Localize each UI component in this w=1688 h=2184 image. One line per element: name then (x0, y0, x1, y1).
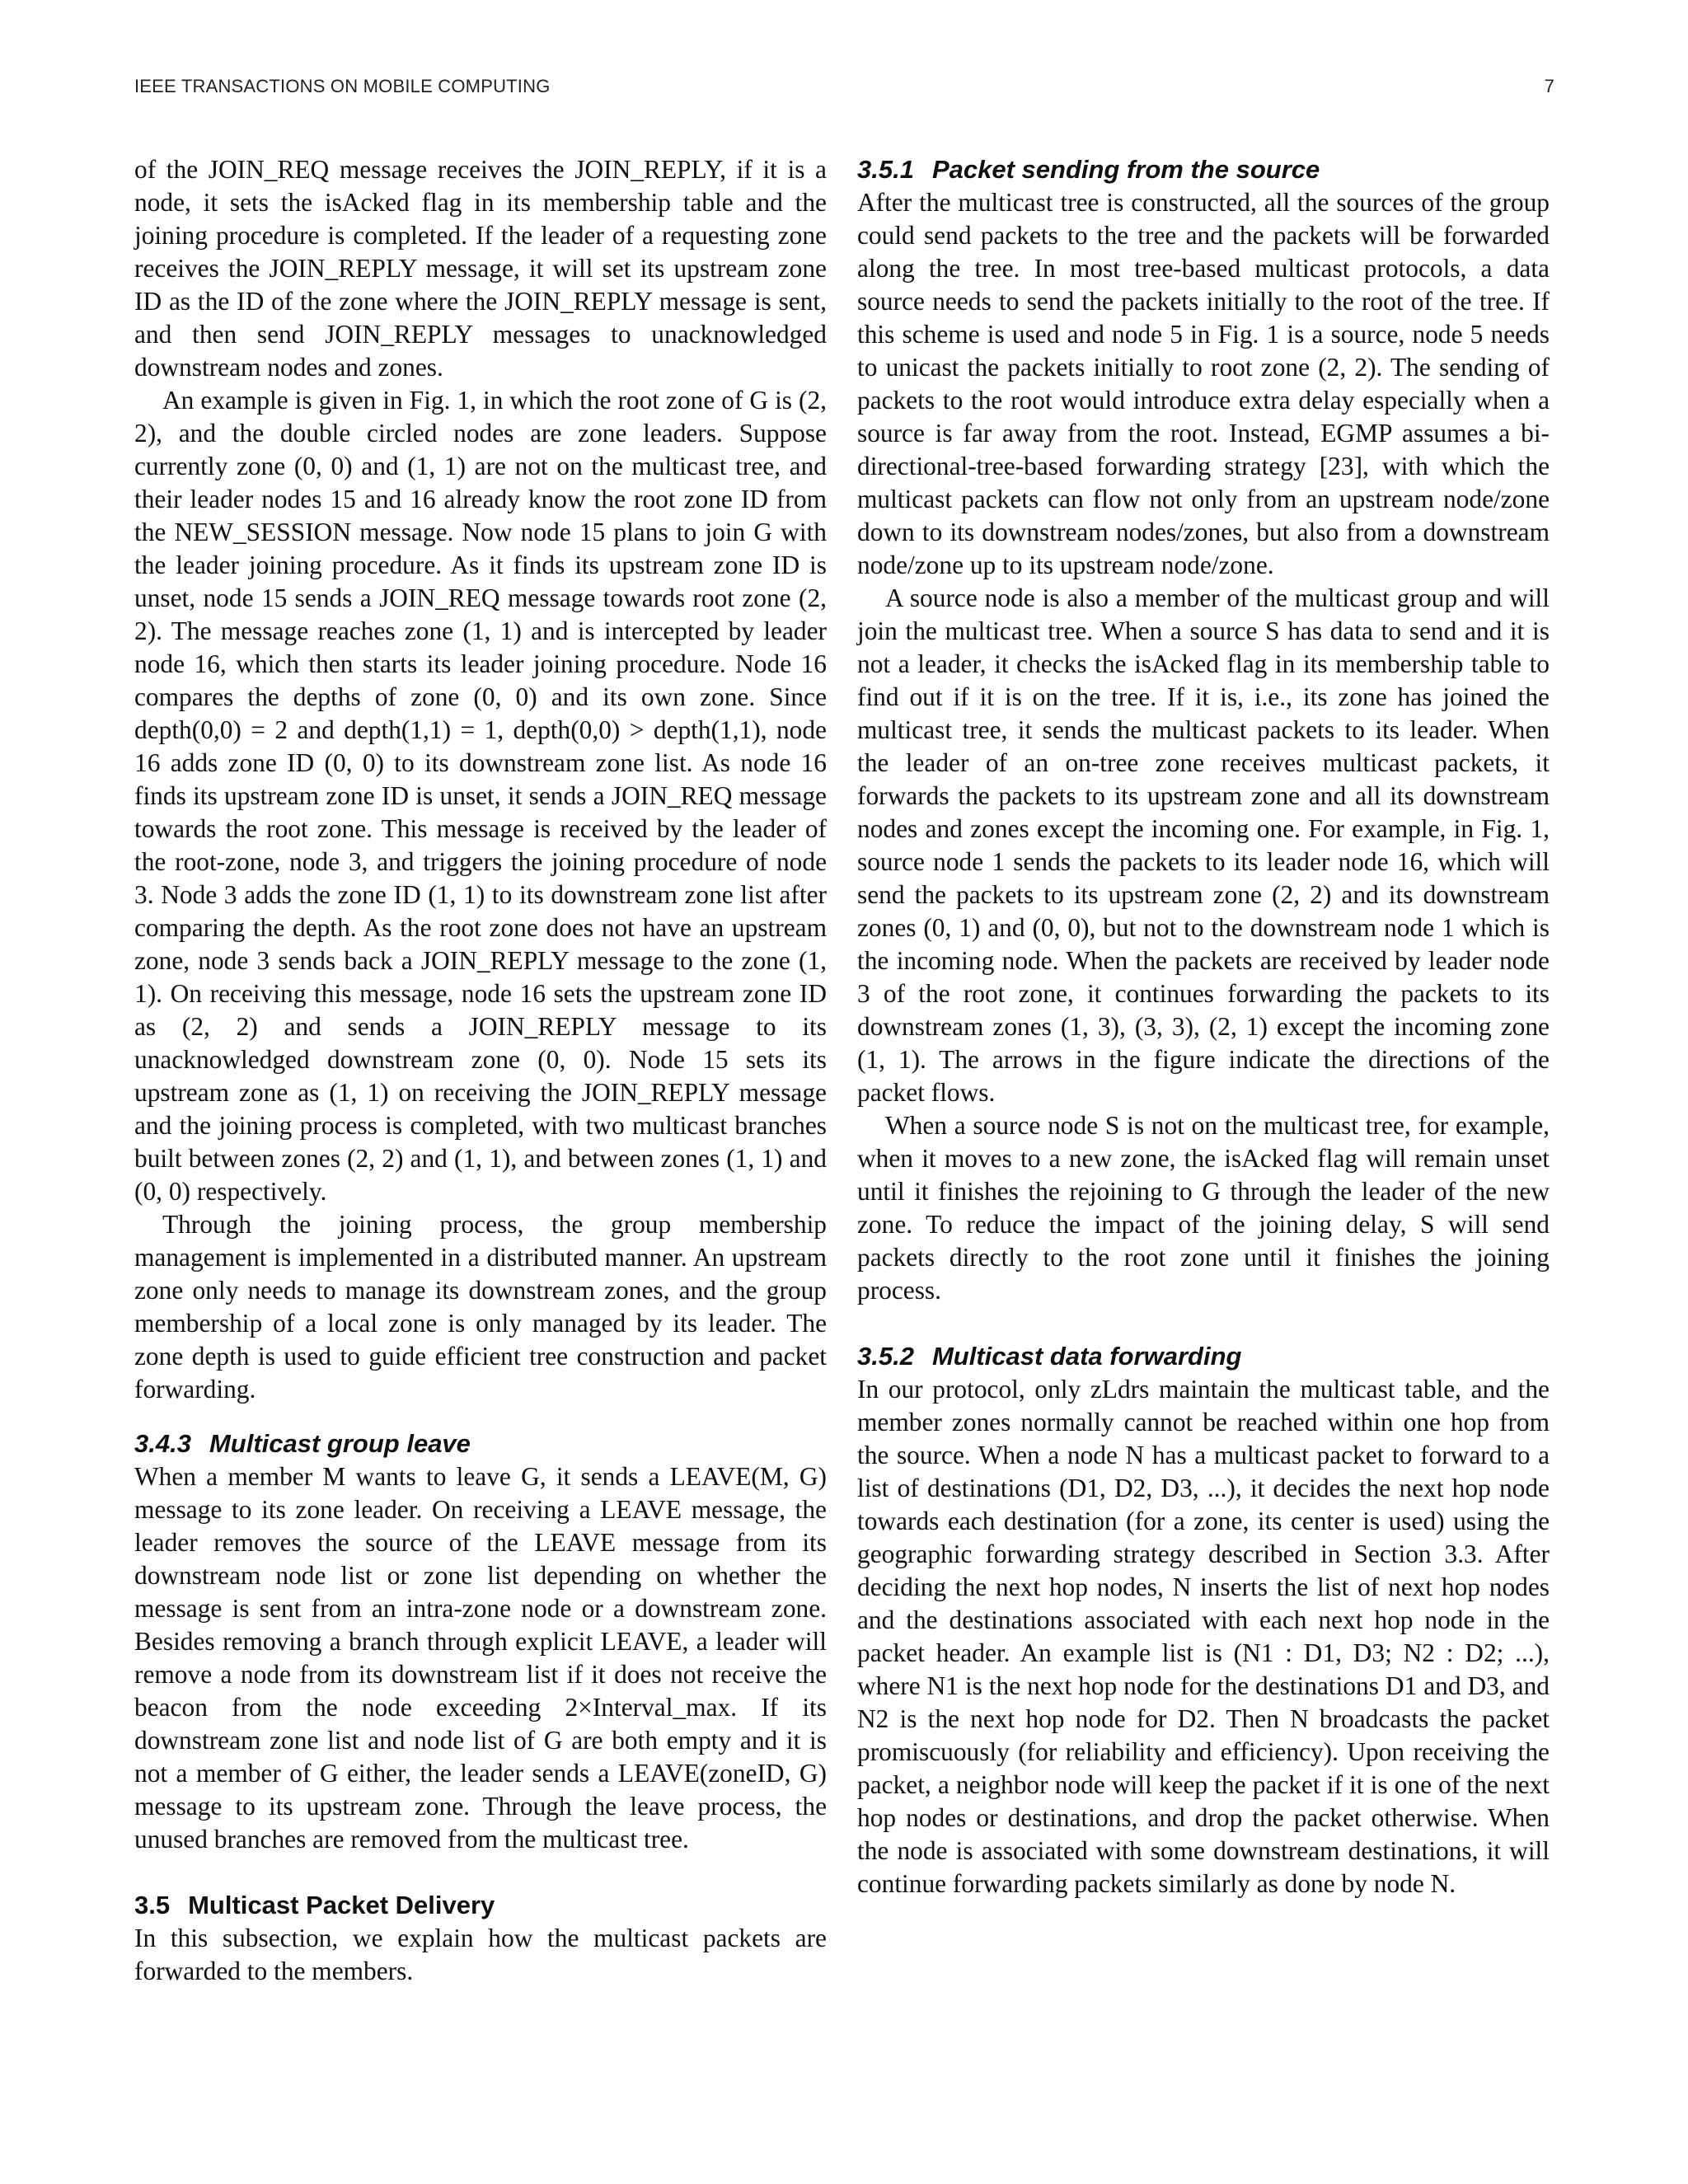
paragraph-forwarding: In our protocol, only zLdrs maintain the multicast table, and the member zones normally cannot be reached within one hop from the source. When a node N has a multicast packet to forward to a list of destinations (D1, D2, D3, ...), it decides the next hop node towards each destination (for a zone, its center is used) using the geographic forwarding strategy described in Section 3.3. After deciding the next hop nodes, N inserts the list of next hop nodes and the destinations associated with each next hop node in the packet header. An example list is (N1 : D1, D3; N2 : D2; ...), where N1 is the next hop node for the destinations D1 and D3, and N2 is the next hop node for D2. Then N broadcasts the packet promiscuously (for reliability and efficiency). Upon receiving the packet, a neighbor node will keep the packet if it is one of the next hop nodes or destinations, and drop the packet otherwise. When the node is associated with some downstream destinations, it will continue forwarding packets similarly as done by node N. (857, 1375, 1550, 1898)
running-header (134, 76, 1554, 97)
paragraph-example: An example is given in Fig. 1, in which the root zone of G is (2, 2), and the double circled nodes are zone leaders. Suppose currently zone (0, 0) and (1, 1) are not on the multicast tree, and their leader nodes 15 and 16 already know the root zone ID from the NEW_SESSION message. Now node 15 plans to join G with the leader joining procedure. As it finds its upstream zone ID is unset, node 15 sends a JOIN_REQ message towards root zone (2, 2). The message reaches zone (1, 1) and is intercepted by leader node 16, which then starts its leader joining procedure. Node 16 compares the depths of zone (0, 0) and its own zone. Since depth(0,0) = 2 and depth(1,1) = 1, depth(0,0) > depth(1,1), node 16 adds zone ID (0, 0) to its downstream zone list. As node 16 finds its upstream zone ID is unset, it sends a JOIN_REQ message towards the root zone. This message is received by the leader of the root-zone, node 3, and triggers the joining procedure of node 3. Node 3 adds the zone ID (1, 1) to its downstream zone list after comparing the depth. As the root zone does not have an upstream zone, node 3 sends back a JOIN_REPLY message to the zone (1, 1). On receiving this message, node 16 sets the upstream zone ID as (2, 2) and sends a JOIN_REPLY message to its unacknowledged downstream zone (0, 0). Node 15 sets its upstream zone as (1, 1) on receiving the JOIN_REPLY message and the joining process is completed, with two multicast branches built between zones (2, 2) and (1, 1), and between zones (1, 1) and (0, 0) respectively. (134, 386, 827, 1206)
subsection-title: Multicast group leave (209, 1429, 471, 1458)
paragraph-tree-sending: After the multicast tree is constructed, all the sources of the group could send packets to the tree and the packets will be forwarded along the tree. In most tree-based multicast protocols, a data source needs to send the packets initially to the root of the tree. If this scheme is used and node 5 in Fig. 1 is a source, node 5 needs to unicast the packets initially to root zone (2, 2). The sending of packets to the root would introduce extra delay especially when a source is far away from the root. Instead, EGMP assumes a bi-directional-tree-based forwarding strategy [23], with which the multicast packets can flow not only from an upstream node/zone down to its downstream nodes/zones, but also from a downstream node/zone up to its upstream node/zone. (857, 188, 1550, 579)
subsection-heading-group-leave (134, 1427, 827, 1460)
page-number: 7 (1544, 76, 1554, 96)
journal-name: IEEE TRANSACTIONS ON MOBILE COMPUTING (134, 76, 551, 96)
left-column (134, 153, 827, 1988)
subsection-title: Packet sending from the source (931, 155, 1320, 184)
paragraph-off-tree-source: When a source node S is not on the multicast tree, for example, when it moves to a new zone, the isAcked flag will remain unset until it finishes the rejoining to G through the leader of the new zone. To reduce the impact of the joining delay, S will send packets directly to the root zone until it finishes the joining process. (857, 1111, 1550, 1305)
right-column (857, 153, 1550, 1900)
section-number: 3.5 (134, 1891, 171, 1919)
subsection-title: Multicast data forwarding (931, 1342, 1242, 1371)
section-heading-packet-delivery (134, 1889, 827, 1922)
paragraph-join-reply: of the JOIN_REQ message receives the JOIN_REPLY, if it is a node, it sets the isAcked flag in its membership table and the joining procedure is completed. If the leader of a requesting zone receives the JOIN_REPLY message, it will set its upstream zone ID as the ID of the zone where the JOIN_REPLY message is sent, and then send JOIN_REPLY messages to unacknowledged downstream nodes and zones. (134, 155, 827, 382)
subsection-number: 3.5.1 (857, 155, 914, 184)
subsection-heading-packet-sending (857, 153, 1550, 186)
section-title: Multicast Packet Delivery (188, 1891, 495, 1919)
paragraph-source-node: A source node is also a member of the multicast group and will join the multicast tree. When a source S has data to send and it is not a leader, it checks the isAcked flag in its membership table to find out if it is on the tree. If it is, i.e., its zone has joined the multicast tree, it sends the multicast packets to its leader. When the leader of an on-tree zone receives multicast packets, it forwards the packets to its upstream zone and all its downstream nodes and zones except the incoming one. For example, in Fig. 1, source node 1 sends the packets to its leader node 16, which will send the packets to its upstream zone (2, 2) and its downstream zones (0, 1) and (0, 0), but not to the downstream node 1 which is the incoming node. When the packets are received by leader node 3 of the root zone, it continues forwarding the packets to its downstream zones (1, 3), (3, 3), (2, 1) except the incoming zone (1, 1). The arrows in the figure indicate the directions of the packet flows. (857, 583, 1550, 1107)
paragraph-subsection-intro: In this subsection, we explain how the multicast packets are forwarded to the members. (134, 1924, 827, 1985)
subsection-number: 3.4.3 (134, 1429, 191, 1458)
subsection-heading-data-forwarding (857, 1340, 1550, 1373)
subsection-number: 3.5.2 (857, 1342, 914, 1371)
paragraph-leave: When a member M wants to leave G, it sends a LEAVE(M, G) message to its zone leader. On receiving a LEAVE message, the leader removes the source of the LEAVE message from its downstream node list or zone list depending on whether the message is sent from an intra-zone node or a downstream zone. Besides removing a branch through explicit LEAVE, a leader will remove a node from its downstream list if it does not receive the beacon from the node exceeding 2×Interval_max. If its downstream zone list and node list of G are both empty and it is not a member of G either, the leader sends a LEAVE(zoneID, G) message to its upstream zone. Through the leave process, the unused branches are removed from the multicast tree. (134, 1462, 827, 1854)
paragraph-membership: Through the joining process, the group membership management is implemented in a distributed manner. An upstream zone only needs to manage its downstream zones, and the group membership of a local zone is only managed by its leader. The zone depth is used to guide efficient tree construction and packet forwarding. (134, 1210, 827, 1404)
